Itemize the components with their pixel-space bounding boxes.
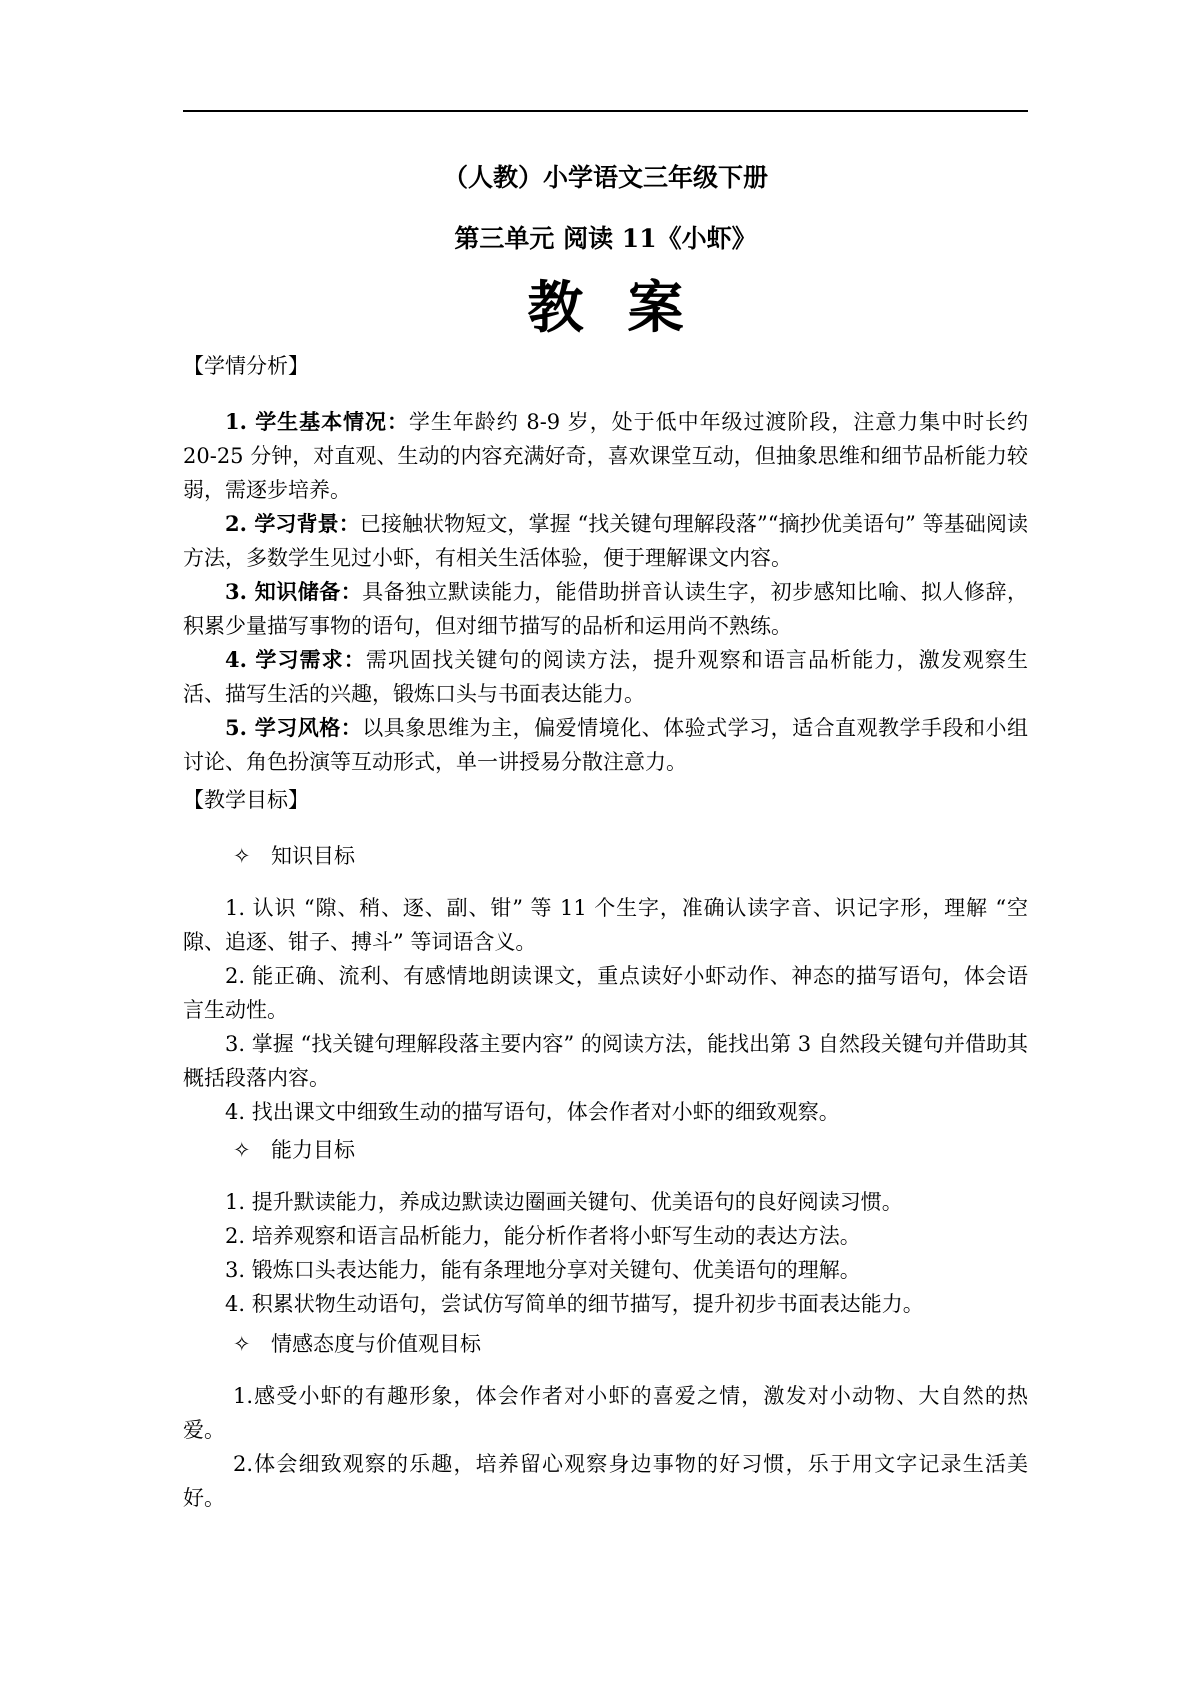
list-item: 2. 能正确、流利、有感情地朗读课文，重点读好小虾动作、神态的描写语句，体会语言生动性。 (183, 964, 1028, 1022)
diamond-bullet-icon: ✧ (233, 844, 251, 868)
section-heading-teaching-goals: 【教学目标】 (183, 788, 309, 812)
document-title-line1: （人教）小学语文三年级下册 (442, 163, 768, 192)
subheading-label: 能力目标 (271, 1138, 355, 1162)
subheading-knowledge-goals (183, 839, 1028, 873)
section-heading-learning-analysis: 【学情分析】 (183, 354, 309, 378)
main-title: 教案 (527, 275, 728, 341)
item-label: 3. 知识储备： (225, 579, 363, 604)
list-item: 3. 锻炼口头表达能力，能有条理地分享对关键句、优美语句的理解。 (225, 1258, 861, 1282)
diamond-bullet-icon: ✧ (233, 1138, 251, 1162)
subheading-label: 情感态度与价值观目标 (271, 1332, 481, 1356)
item-text: 学生年龄约 8-9 岁，处于低中年级过渡阶段，注意力集中时长约 20-25 分钟，对直观、生动的内容充满好奇，喜欢课堂互动，但抽象思维和细节品析能力较弱，需逐步培养。 (183, 410, 1029, 502)
learning-analysis-list (183, 405, 1028, 779)
list-item: 1. 认识 “隙、稍、逐、副、钳” 等 11 个生字，准确认读字音、识记字形，理解 “空隙、追逐、钳子、搏斗” 等词语含义。 (183, 896, 1028, 954)
list-item: 2. 培养观察和语言品析能力，能分析作者将小虾写生动的表达方法。 (225, 1224, 861, 1248)
knowledge-goals-list (183, 891, 1028, 1129)
list-item: 1. 提升默读能力，养成边默读边圈画关键句、优美语句的良好阅读习惯。 (225, 1190, 903, 1214)
ability-goals-list (183, 1185, 1028, 1321)
header-rule (183, 110, 1028, 112)
list-item: 2.体会细致观察的乐趣，培养留心观察身边事物的好习惯，乐于用文字记录生活美好。 (183, 1452, 1028, 1510)
document-body (183, 150, 1028, 1515)
emotion-goals-list (183, 1379, 1028, 1515)
subheading-ability-goals (183, 1133, 1028, 1167)
item-label: 4. 学习需求： (225, 647, 366, 672)
item-label: 2. 学习背景： (225, 511, 360, 536)
item-label: 5. 学习风格： (225, 715, 363, 740)
list-item (183, 507, 1028, 575)
item-text: 需巩固找关键句的阅读方法，提升观察和语言品析能力，激发观察生活、描写生活的兴趣，锻炼口头与书面表达能力。 (183, 648, 1029, 706)
list-item (183, 643, 1028, 711)
list-item: 4. 找出课文中细致生动的描写语句，体会作者对小虾的细致观察。 (225, 1100, 840, 1124)
list-item: 1.感受小虾的有趣形象，体会作者对小虾的喜爱之情，激发对小动物、大自然的热爱。 (183, 1384, 1028, 1442)
item-text: 以具象思维为主，偏爱情境化、体验式学习，适合直观教学手段和小组讨论、角色扮演等互动形式，单一讲授易分散注意力。 (183, 716, 1029, 774)
list-item (183, 575, 1028, 643)
list-item: 4. 积累状物生动语句，尝试仿写简单的细节描写，提升初步书面表达能力。 (225, 1292, 924, 1316)
list-item (183, 711, 1028, 779)
document-title-line2: 第三单元 阅读 11《小虾》 (454, 224, 757, 253)
list-item (183, 405, 1028, 507)
list-item: 3. 掌握 “找关键句理解段落主要内容” 的阅读方法，能找出第 3 自然段关键句并借助其概括段落内容。 (183, 1032, 1028, 1090)
subheading-emotion-goals (183, 1327, 1028, 1361)
item-text: 已接触状物短文，掌握 “找关键句理解段落”“摘抄优美语句” 等基础阅读方法，多数学生见过小虾，有相关生活体验，便于理解课文内容。 (183, 512, 1028, 570)
item-label: 1. 学生基本情况： (225, 409, 409, 434)
item-text: 具备独立默读能力，能借助拼音认读生字，初步感知比喻、拟人修辞，积累少量描写事物的语句，但对细节描写的品析和运用尚不熟练。 (183, 580, 1029, 638)
diamond-bullet-icon: ✧ (233, 1332, 251, 1356)
subheading-label: 知识目标 (271, 844, 355, 868)
